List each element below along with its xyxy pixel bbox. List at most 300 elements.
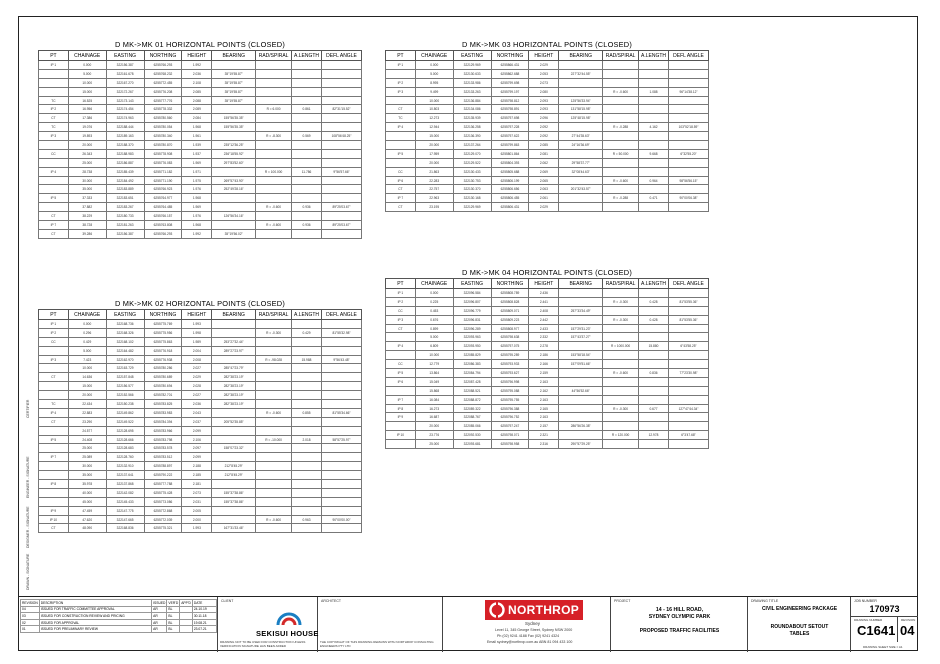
drawing-number: C1641 xyxy=(857,623,896,638)
table-cell xyxy=(256,426,292,435)
table-cell: 2.186 xyxy=(529,351,559,360)
table-cell xyxy=(212,194,256,203)
table-cell: 157°43'37.27" xyxy=(559,333,603,342)
table-cell: IP 1 xyxy=(386,289,416,298)
job-number: 170973 xyxy=(869,604,900,614)
table-cell xyxy=(292,480,322,489)
table-cell xyxy=(559,413,603,422)
number-panel xyxy=(851,597,918,652)
table-cell: 2.188 xyxy=(182,462,212,471)
table-cell: 322130.370 xyxy=(453,185,491,194)
table-cell xyxy=(322,141,362,150)
table-cell: 2.037 xyxy=(182,417,212,426)
table-cell: 322084.794 xyxy=(453,369,491,378)
table-cell: 6255808.789 xyxy=(491,289,529,298)
table-cell xyxy=(256,320,292,329)
table-cell xyxy=(39,176,69,185)
table-cell: 6255764.977 xyxy=(144,194,182,203)
table-cell xyxy=(603,360,639,369)
table-cell: 0.676 xyxy=(415,315,453,324)
table-cell: 322129.969 xyxy=(453,203,491,212)
table-cell: 6255775.428 xyxy=(144,488,182,497)
table-row xyxy=(39,515,362,524)
table-cell: 48.090 xyxy=(68,524,106,533)
table-cell xyxy=(639,141,669,150)
table-cell: 35°19'55.87" xyxy=(212,69,256,78)
table-cell xyxy=(256,212,292,221)
table-cell: 322149.522 xyxy=(106,417,144,426)
table-cell xyxy=(292,444,322,453)
table-cell: R = -0.300 xyxy=(603,297,639,306)
table-cell xyxy=(256,417,292,426)
table-cell xyxy=(639,306,669,315)
revision-cell: AR xyxy=(152,619,167,626)
table-cell: 15.049 xyxy=(415,377,453,386)
table-cell: 6°32'55.20" xyxy=(669,149,709,158)
table-cell: 6255766.293 xyxy=(144,229,182,238)
table-row xyxy=(386,132,709,141)
table-cell: 9.499 xyxy=(415,87,453,96)
table-cell xyxy=(256,488,292,497)
table-cell: 322183.267 xyxy=(106,203,144,212)
table-cell: 17.959 xyxy=(415,149,453,158)
table-row xyxy=(39,105,362,114)
table-row xyxy=(39,524,362,533)
table-row xyxy=(39,444,362,453)
table-cell: 15.868 xyxy=(415,386,453,395)
table-row xyxy=(386,194,709,203)
table-cell: 155°37'38.86" xyxy=(212,497,256,506)
table-row xyxy=(386,342,709,351)
table-cell: 2.028 xyxy=(182,382,212,391)
table-cell xyxy=(256,87,292,96)
project-line2: SYDNEY OLYMPIC PARK xyxy=(648,614,711,620)
table-cell: 20.000 xyxy=(415,141,453,150)
table-cell: 9.668 xyxy=(639,149,669,158)
revision-cell: ISSUED FOR PRELIMINARY REVIEW xyxy=(39,626,151,633)
table-cell: 322147.665 xyxy=(106,515,144,524)
revision-cell xyxy=(180,606,193,613)
table-cell: 5.000 xyxy=(68,346,106,355)
table-row xyxy=(386,123,709,132)
table-cell xyxy=(292,453,322,462)
table-cell: 322129.969 xyxy=(453,61,491,70)
table-cell xyxy=(212,506,256,515)
table-cell: 322183.889 xyxy=(106,185,144,194)
table-cell: 6255806.455 xyxy=(491,194,529,203)
table-cell: 2.436 xyxy=(529,289,559,298)
table-cell: 2.062 xyxy=(529,158,559,167)
table-cell: 2.097 xyxy=(182,444,212,453)
table-cell: 6255778.908 xyxy=(144,149,182,158)
table-cell: CT xyxy=(386,203,416,212)
revision-cell: 30.11.18 xyxy=(192,613,216,620)
table-row xyxy=(39,194,362,203)
table-cell: 2.085 xyxy=(529,141,559,150)
table-cell: IP 4 xyxy=(386,123,416,132)
table-cell: 6255799.863 xyxy=(491,141,529,150)
table-cell: 1.969 xyxy=(182,203,212,212)
table-row xyxy=(39,497,362,506)
table-cell: 23.290 xyxy=(68,417,106,426)
table-cell: 2.316 xyxy=(529,440,559,449)
table-cell: 12.779 xyxy=(415,360,453,369)
revision-cell: 01 xyxy=(21,626,40,633)
appd-header: APP'D xyxy=(181,600,191,605)
table-cell xyxy=(559,61,603,70)
table-cell xyxy=(256,96,292,105)
table-cell xyxy=(559,289,603,298)
table-cell: 6255805.688 xyxy=(491,167,529,176)
table-cell xyxy=(559,78,603,87)
table-cell: 1.992 xyxy=(182,229,212,238)
table-cell: 6255780.054 xyxy=(144,123,182,132)
table-cell xyxy=(322,229,362,238)
table-cell: 322088.767 xyxy=(453,413,491,422)
firm-logo xyxy=(485,600,583,620)
table-cell: 6255862.688 xyxy=(491,69,529,78)
table-cell: R = -0.600 xyxy=(256,221,292,230)
table-cell: CC xyxy=(39,149,69,158)
project-panel xyxy=(611,597,748,652)
table-cell: 322186.887 xyxy=(106,158,144,167)
table-cell xyxy=(212,61,256,70)
table-cell: 20.000 xyxy=(68,391,106,400)
table-cell: 89°25'03.67" xyxy=(322,203,362,212)
table-cell xyxy=(668,422,708,431)
table-cell xyxy=(603,306,639,315)
table-cell xyxy=(639,333,669,342)
table-cell xyxy=(603,422,639,431)
architect-label: ARCHITECT xyxy=(321,599,342,603)
table-cell xyxy=(559,297,603,306)
revision-header-row xyxy=(21,600,217,607)
table-cell: 322135.939 xyxy=(453,114,491,123)
table-cell: IP 5 xyxy=(386,369,416,378)
table-cell: R = -0.288 xyxy=(603,194,639,203)
table-cell: 322185.439 xyxy=(106,167,144,176)
table-cell: 1.968 xyxy=(182,123,212,132)
table-cell: 252°49'28.16" xyxy=(212,185,256,194)
table-cell xyxy=(322,96,362,105)
table-title: D MK->MK 02 HORIZONTAL POINTS (CLOSED) xyxy=(114,299,285,308)
table-cell: 2.080 xyxy=(529,87,559,96)
table-cell xyxy=(321,453,361,462)
table-cell: 322162.970 xyxy=(106,355,144,364)
table-cell: 125°48'15.98" xyxy=(559,114,603,123)
table-cell: IP 4 xyxy=(386,342,416,351)
table-header-row xyxy=(39,310,362,320)
table-cell: 322130.433 xyxy=(453,167,491,176)
table-cell: 2.004 xyxy=(182,346,212,355)
table-cell: 257°33'34.49" xyxy=(559,306,603,315)
table-cell xyxy=(321,382,361,391)
setout-table xyxy=(385,50,709,212)
revision-cell xyxy=(180,619,193,626)
table-cell: 6255783.966 xyxy=(144,426,182,435)
table-cell: 158°07'23.32" xyxy=(212,444,256,453)
table-cell: 2.000 xyxy=(182,515,212,524)
revision-row xyxy=(21,606,217,613)
project-label: PROJECT xyxy=(614,599,631,603)
table-cell: 77°23'30.98" xyxy=(668,369,708,378)
table-cell xyxy=(603,96,639,105)
table-cell: IP 1 xyxy=(386,61,416,70)
table-cell: 322189.163 xyxy=(106,132,144,141)
revision-row xyxy=(21,626,217,633)
table-cell: 1.989 xyxy=(182,337,212,346)
table-cell: 0.836 xyxy=(639,369,669,378)
table-cell: 6255783.798 xyxy=(144,435,182,444)
table-cell: IP 8 xyxy=(39,480,69,489)
table-title: D MK->MK 01 HORIZONTAL POINTS (CLOSED) xyxy=(114,40,285,49)
table-cell xyxy=(292,488,322,497)
project-line3: PROPOSED TRAFFIC FACILITIES xyxy=(639,628,720,634)
table-cell: 15.988 xyxy=(292,355,322,364)
table-cell xyxy=(322,114,362,123)
table-cell: 322137.641 xyxy=(106,471,144,480)
table-cell: 2.157 xyxy=(529,422,559,431)
table-cell: 6255768.232 xyxy=(144,69,182,78)
revision-cell: 23.07.21 xyxy=(192,626,216,633)
table-cell: 2.029 xyxy=(529,203,559,212)
table-row xyxy=(39,355,362,364)
table-cell: 322136.884 xyxy=(453,96,491,105)
table-cell: 6255808.977 xyxy=(491,324,529,333)
side-label-drawn: DRAWN - SIGNATURE xyxy=(26,553,30,590)
table-cell xyxy=(292,141,322,150)
table-cell xyxy=(639,96,669,105)
table-cell xyxy=(256,337,292,346)
table-cell: 290°57'29.25" xyxy=(559,440,603,449)
table-cell xyxy=(212,105,256,114)
table-cell xyxy=(639,158,669,167)
table-cell: 322147.775 xyxy=(106,506,144,515)
table-cell xyxy=(639,167,669,176)
table-cell: 6255797.622 xyxy=(491,132,529,141)
table-cell: 13.864 xyxy=(415,369,453,378)
table-cell: 6255809.071 xyxy=(491,306,529,315)
table-cell: 2.084 xyxy=(182,114,212,123)
table-cell: 6255780.340 xyxy=(144,132,182,141)
table-cell: 322089.322 xyxy=(453,404,491,413)
table-cell: 23.195 xyxy=(415,203,453,212)
table-cell: 81°55'32.98" xyxy=(321,328,361,337)
table-row xyxy=(386,176,709,185)
table-cell: IP 2 xyxy=(386,297,416,306)
table-cell: 35°19'55.87" xyxy=(212,96,256,105)
table-mk04 xyxy=(385,268,709,449)
table-cell: 6255773.086 xyxy=(144,497,182,506)
table-cell: IP 3 xyxy=(386,87,416,96)
table-row xyxy=(39,337,362,346)
table-cell: CT xyxy=(39,212,69,221)
table-row xyxy=(39,417,362,426)
table-cell: 1.976 xyxy=(182,185,212,194)
table-cell: 9°56'43.48" xyxy=(321,355,361,364)
table-cell: 90°00'06.38" xyxy=(669,194,709,203)
table-cell: 14.636 xyxy=(68,373,106,382)
table-cell xyxy=(559,176,603,185)
table-cell xyxy=(603,377,639,386)
table-cell xyxy=(639,324,669,333)
table-cell: 253°27'32.44" xyxy=(212,337,256,346)
table-cell xyxy=(256,497,292,506)
table-row xyxy=(386,61,709,70)
table-cell: 16.956 xyxy=(68,105,106,114)
table-cell: 1.968 xyxy=(182,194,212,203)
table-cell xyxy=(256,400,292,409)
table-cell: 6255783.825 xyxy=(144,400,182,409)
table-cell: 15.000 xyxy=(415,132,453,141)
table-cell: 322133.263 xyxy=(453,87,491,96)
table-cell: 322184.492 xyxy=(106,176,144,185)
table-cell: 236°18'55.92" xyxy=(212,149,256,158)
revision-cell: ISSUED FOR APPROVAL xyxy=(39,619,151,626)
table-cell: R = -0.288 xyxy=(603,123,639,132)
table-cell xyxy=(559,123,603,132)
table-cell xyxy=(559,342,603,351)
table-cell xyxy=(39,391,69,400)
table-cell xyxy=(386,141,416,150)
table-cell xyxy=(321,480,361,489)
table-cell xyxy=(322,212,362,221)
table-header-row xyxy=(386,279,709,289)
table-cell: 2.163 xyxy=(529,377,559,386)
table-cell: 0.677 xyxy=(639,404,669,413)
revision-number: 04 xyxy=(900,623,915,638)
table-cell: 0.899 xyxy=(415,324,453,333)
table-cell: 2.036 xyxy=(182,400,212,409)
table-cell xyxy=(603,132,639,141)
table-cell xyxy=(669,114,709,123)
table-cell: 6255764.485 xyxy=(144,203,182,212)
table-cell: 2.163 xyxy=(529,395,559,404)
table-cell: 6255795.289 xyxy=(491,351,529,360)
table-row xyxy=(386,369,709,378)
copyright-note: THE COPYRIGHT OF THIS DRAWING REMAINS WITH NORTHROP CONSULTING ENGINEERS PTY LTD xyxy=(320,640,434,648)
table-cell: 322181.263 xyxy=(106,221,144,230)
table-cell xyxy=(321,497,361,506)
table-cell: 322087.428 xyxy=(453,377,491,386)
table-cell: 1.961 xyxy=(182,132,212,141)
table-cell: 322096.807 xyxy=(453,297,491,306)
table-cell: 6255777.776 xyxy=(144,96,182,105)
table-cell: 16.084 xyxy=(415,395,453,404)
table-cell xyxy=(603,440,639,449)
table-cell xyxy=(639,413,669,422)
table-cell xyxy=(386,422,416,431)
table-cell xyxy=(321,400,361,409)
table-cell: 6255782.701 xyxy=(144,391,182,400)
table-cell xyxy=(292,87,322,96)
table-cell xyxy=(603,61,639,70)
table-cell xyxy=(292,364,322,373)
table-cell: 25.000 xyxy=(68,158,106,167)
table-cell xyxy=(669,96,709,105)
table-cell xyxy=(292,373,322,382)
table-cell: 38.728 xyxy=(68,221,106,230)
table-cell: 322174.454 xyxy=(106,105,144,114)
column-header: CHAINAGE xyxy=(68,310,106,320)
table-cell xyxy=(256,506,292,515)
table-cell xyxy=(639,351,669,360)
table-cell: 5.000 xyxy=(415,333,453,342)
table-cell xyxy=(603,114,639,123)
table-cell: 322086.383 xyxy=(453,360,491,369)
table-cell xyxy=(292,229,322,238)
table-cell: IP 7 xyxy=(386,395,416,404)
date-header: DATE xyxy=(192,600,216,607)
table-cell xyxy=(669,158,709,167)
table-cell: 2.159 xyxy=(529,369,559,378)
table-cell: 10.000 xyxy=(415,96,453,105)
table-cell xyxy=(559,203,603,212)
column-header: RAD/SPIRAL xyxy=(256,51,292,61)
table-cell xyxy=(669,61,709,70)
table-cell xyxy=(603,386,639,395)
revision-cell: ISSUED FOR CONSTRUCTION REVIEW AND PRICING xyxy=(39,613,151,620)
table-cell: 322173.143 xyxy=(106,96,144,105)
table-cell: 322133.986 xyxy=(453,78,491,87)
table-cell: CT xyxy=(39,114,69,123)
sekisui-logo-icon xyxy=(274,603,304,629)
column-header: NORTHING xyxy=(491,51,529,61)
table-cell: 6255798.638 xyxy=(491,333,529,342)
table-cell: 6255804.393 xyxy=(491,158,529,167)
table-row xyxy=(386,315,709,324)
table-cell: 15.000 xyxy=(68,87,106,96)
table-cell: 2.096 xyxy=(529,114,559,123)
table-cell: TC xyxy=(386,114,416,123)
table-cell: 126°56'34.16" xyxy=(212,212,256,221)
table-row xyxy=(39,382,362,391)
table-cell: 1.992 xyxy=(182,61,212,70)
revision-cell xyxy=(180,626,193,633)
table-cell: 2.027 xyxy=(182,364,212,373)
table-cell xyxy=(256,61,292,70)
table-cell xyxy=(256,382,292,391)
table-row xyxy=(386,87,709,96)
table-row xyxy=(39,61,362,70)
table-cell: 6255806.199 xyxy=(491,176,529,185)
table-cell: 0.855 xyxy=(292,408,322,417)
table-cell: 322085.829 xyxy=(453,351,491,360)
table-row xyxy=(386,351,709,360)
table-cell xyxy=(386,69,416,78)
table-cell: 1.993 xyxy=(182,320,212,329)
table-cell: 322096.779 xyxy=(453,306,491,315)
table-cell: 19.893 xyxy=(68,132,106,141)
table-cell: 2.332 xyxy=(529,333,559,342)
table-cell: 6255799.197 xyxy=(491,87,529,96)
table-cell: 11.786 xyxy=(292,167,322,176)
table-row xyxy=(386,289,709,298)
table-cell xyxy=(212,435,256,444)
table-cell xyxy=(256,462,292,471)
table-cell xyxy=(212,320,256,329)
table-cell: 0.471 xyxy=(639,194,669,203)
table-cell xyxy=(386,132,416,141)
table-cell: 6255783.578 xyxy=(144,444,182,453)
table-cell: 12.273 xyxy=(415,114,453,123)
table-cell: 322145.433 xyxy=(106,497,144,506)
table-title: D MK->MK 03 HORIZONTAL POINTS (CLOSED) xyxy=(461,40,632,49)
table-row xyxy=(39,149,362,158)
table-row xyxy=(386,96,709,105)
table-cell: 7.423 xyxy=(68,355,106,364)
table-cell: 2.069 xyxy=(529,167,559,176)
